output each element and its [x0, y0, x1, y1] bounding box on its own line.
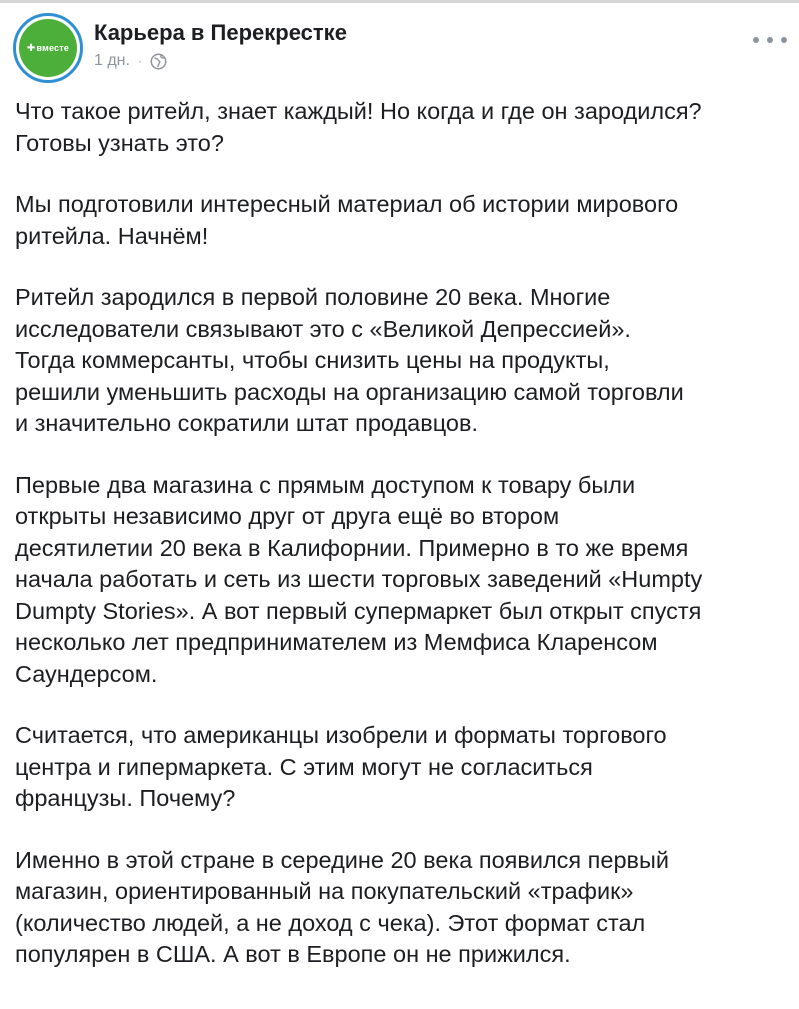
avatar-logo-text: вместе	[36, 43, 70, 53]
post-paragraph: Что такое ритейл, знает каждый! Но когда и где он зародился? Готовы узнать это?	[15, 98, 702, 156]
avatar-logo	[19, 19, 77, 77]
meta-separator: ·	[137, 54, 142, 68]
post-paragraph: Ритейл зародился в первой половине 20 века. Многие исследователи связывают это с «Великой Депрессией». Тогда коммерсанты, чтобы снизить цены на продукты, решили уменьшить расходы на организацию самой торговли и значительно сократили штат продавцов.	[15, 284, 684, 436]
post-timestamp[interactable]: 1 дн.	[94, 52, 130, 69]
plus-icon: ✚	[26, 42, 36, 54]
post-text	[15, 96, 790, 1001]
more-options-button[interactable]	[753, 30, 787, 50]
more-horizontal-icon	[781, 37, 787, 43]
post-header	[0, 0, 799, 90]
page-avatar[interactable]	[13, 13, 83, 83]
more-horizontal-icon	[767, 37, 773, 43]
globe-icon[interactable]	[150, 53, 167, 70]
post-paragraph: Считается, что американцы изобрели и форматы торгового центра и гипермаркета. С этим могут не согласиться французы. Почему?	[15, 722, 667, 811]
post-paragraph: Мы подготовили интересный материал об истории мирового ритейла. Начнём!	[15, 191, 679, 249]
post-meta	[94, 52, 167, 70]
more-horizontal-icon	[753, 37, 759, 43]
post-paragraph: Именно в этой стране в середине 20 века появился первый магазин, ориентированный на покупательский «трафик» (количество людей, а не доход с чека). Этот формат стал популярен в США. А вот в Европе он не прижился.	[15, 846, 670, 967]
post-paragraph: Первые два магазина с прямым доступом к товару были открыты независимо друг от друга ещё во втором десятилетии 20 века в Калифорнии. Примерно в то же время начала работать и сеть из шести торговых заведений «Humpty Dumpty Stories». А вот первый супермаркет был открыт спустя несколько лет предпринимателем из Мемфиса Кларенсом Саундерсом.	[15, 471, 703, 687]
page-name-link[interactable]: Карьера в Перекрестке	[94, 20, 347, 45]
